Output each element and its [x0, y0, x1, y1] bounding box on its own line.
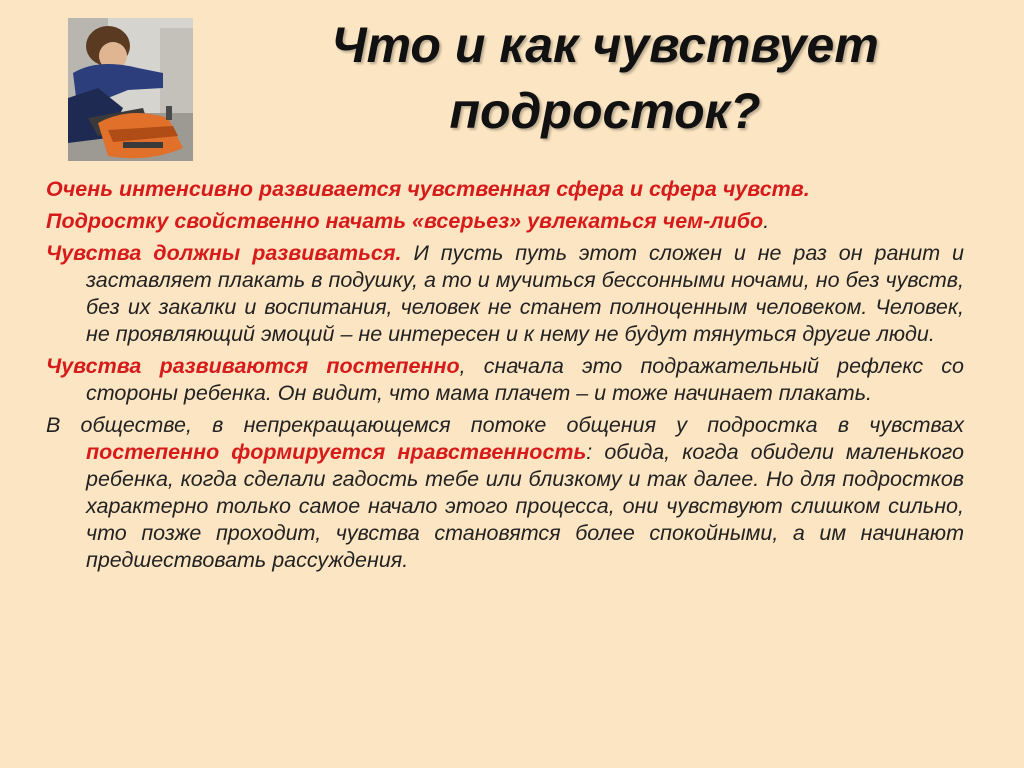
slide-body — [46, 176, 964, 579]
paragraph-3-text: И пусть путь этот сложен и не раз он ранит и заставляет плакать в подушку, а то и мучиться бессонными ночами, но без чувств, без их закалки и воспитания, человек не станет полноценным человеком. Человек, не проявляющий эмоций – не интересен и к нему не будут тянуться другие люди. — [86, 241, 964, 346]
paragraph-4 — [46, 353, 964, 407]
paragraph-5-highlight: постепенно формируется нравственность — [86, 440, 587, 464]
paragraph-4-comma: , — [459, 354, 466, 378]
paragraph-4-text: сначала это подражательный рефлекс со стороны ребенка. Он видит, что мама плачет – и тоже начинает плакать. — [86, 354, 965, 405]
paragraph-5-start: В обществе, в непрекращающемся потоке общения у подростка в чувствах — [46, 413, 964, 437]
paragraph-4-highlight: Чувства развиваются постепенно — [46, 354, 460, 378]
slide-title: Что и как чувствует подросток? — [331, 17, 879, 139]
paragraph-2-highlight: Подростку свойственно начать «всерьез» увлекаться чем-либо — [46, 209, 764, 233]
paragraph-2-end: . — [763, 209, 770, 233]
paragraph-5 — [46, 412, 964, 574]
teenager-photo-icon — [68, 18, 193, 161]
paragraph-3 — [46, 240, 964, 348]
paragraph-2 — [46, 208, 964, 235]
paragraph-5-text: : обида, когда обидели маленького ребенка, когда сделали гадость тебе или близкому и так далее. Но для подростков характерно только самое начало этого процесса, они чувствуют слишком сильно, что позже проходит, чувства становятся более спокойными, а им начинают предшествовать рассуждения. — [86, 440, 964, 572]
paragraph-3-highlight: Чувства должны развиваться. — [46, 241, 402, 265]
paragraph-1: Очень интенсивно развивается чувственная сфера и сфера чувств. — [46, 177, 810, 201]
